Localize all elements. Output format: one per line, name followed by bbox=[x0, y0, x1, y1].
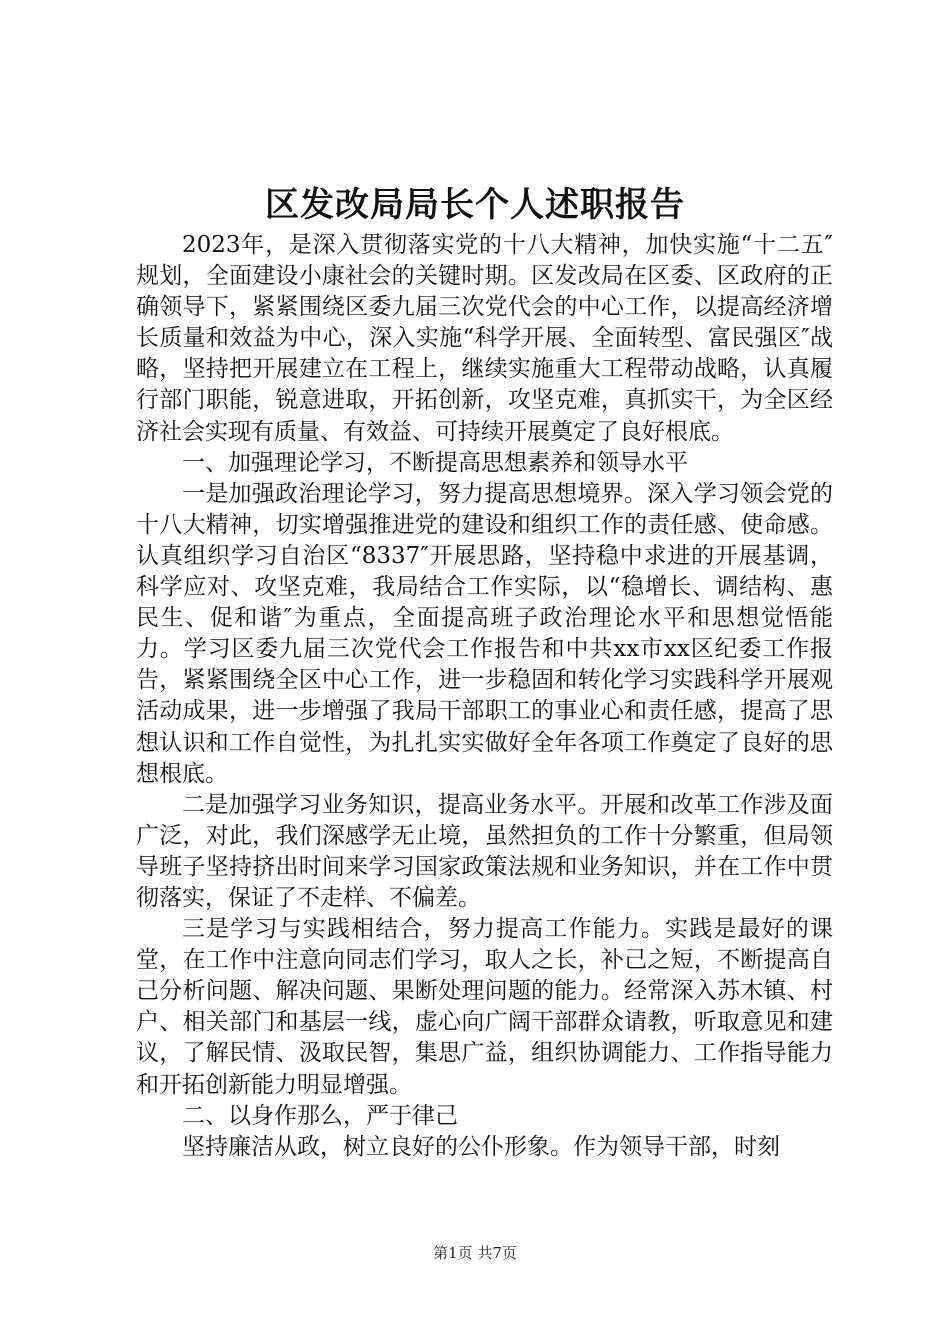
body-paragraph: 一是加强政治理论学习，努力提高思想境界。深入学习领会党的十八大精神，切实增强推进党的建设和组织工作的责任感、使命感。认真组织学习自治区“8337″开展思路，坚持稳中求进的开展基调，科学应对、攻坚克难，我局结合工作实际，以“稳增长、调结构、惠民生、促和谐″为重点，全面提高班子政治理论水平和思想觉悟能力。学习区委九届三次党代会工作报告和中共xx市xx区纪委工作报告，紧紧围绕全区中心工作，进一步稳固和转化学习实践科学开展观活动成果，进一步增强了我局干部职工的事业心和责任感，提高了思想认识和工作自觉性，为扎扎实实做好全年各项工作奠定了良好的思想根底。 bbox=[136, 480, 833, 787]
body-paragraph: 坚持廉洁从政，树立良好的公仆形象。作为领导干部，时刻 bbox=[182, 1133, 780, 1160]
body-paragraph: 二是加强学习业务知识，提高业务水平。开展和改革工作涉及面广泛，对此，我们深感学无止境，虽然担负的工作十分繁重，但局领导班子坚持挤出时间来学习国家政策法规和业务知识，并在工作中贯彻落实，保证了不走样、不偏差。 bbox=[136, 791, 833, 911]
document-title: 区发改局局长个人述职报告 bbox=[265, 185, 685, 225]
body-paragraph: 三是学习与实践相结合，努力提高工作能力。实践是最好的课堂，在工作中注意向同志们学习，取人之长，补己之短，不断提高自己分析问题、解决问题、果断处理问题的能力。经常深入苏木镇、村户、相关部门和基层一线，虚心向广阔干部群众请教，听取意见和建议，了解民情、汲取民智，集思广益，组织协调能力、工作指导能力和开拓创新能力明显增强。 bbox=[136, 916, 833, 1098]
section-heading-1: 一、加强理论学习，不断提高思想素养和领导水平 bbox=[182, 449, 688, 476]
intro-paragraph: 2023年，是深入贯彻落实党的十八大精神，加快实施“十二五″规划，全面建设小康社会的关键时期。区发改局在区委、区政府的正确领导下，紧紧围绕区委九届三次党代会的中心工作，以提高经济增长质量和效益为中心，深入实施“科学开展、全面转型、富民强区″战略，坚持把开展建立在工程上，继续实施重大工程带动战略，认真履行部门职能，锐意进取，开拓创新，攻坚克难，真抓实干，为全区经济社会实现有质量、有效益、可持续开展奠定了良好根底。 bbox=[136, 232, 833, 445]
page-number-footer: 第1页 共7页 bbox=[433, 1244, 517, 1262]
section-heading-2: 二、以身作那么，严于律己 bbox=[182, 1102, 458, 1129]
document-body bbox=[136, 230, 833, 1163]
